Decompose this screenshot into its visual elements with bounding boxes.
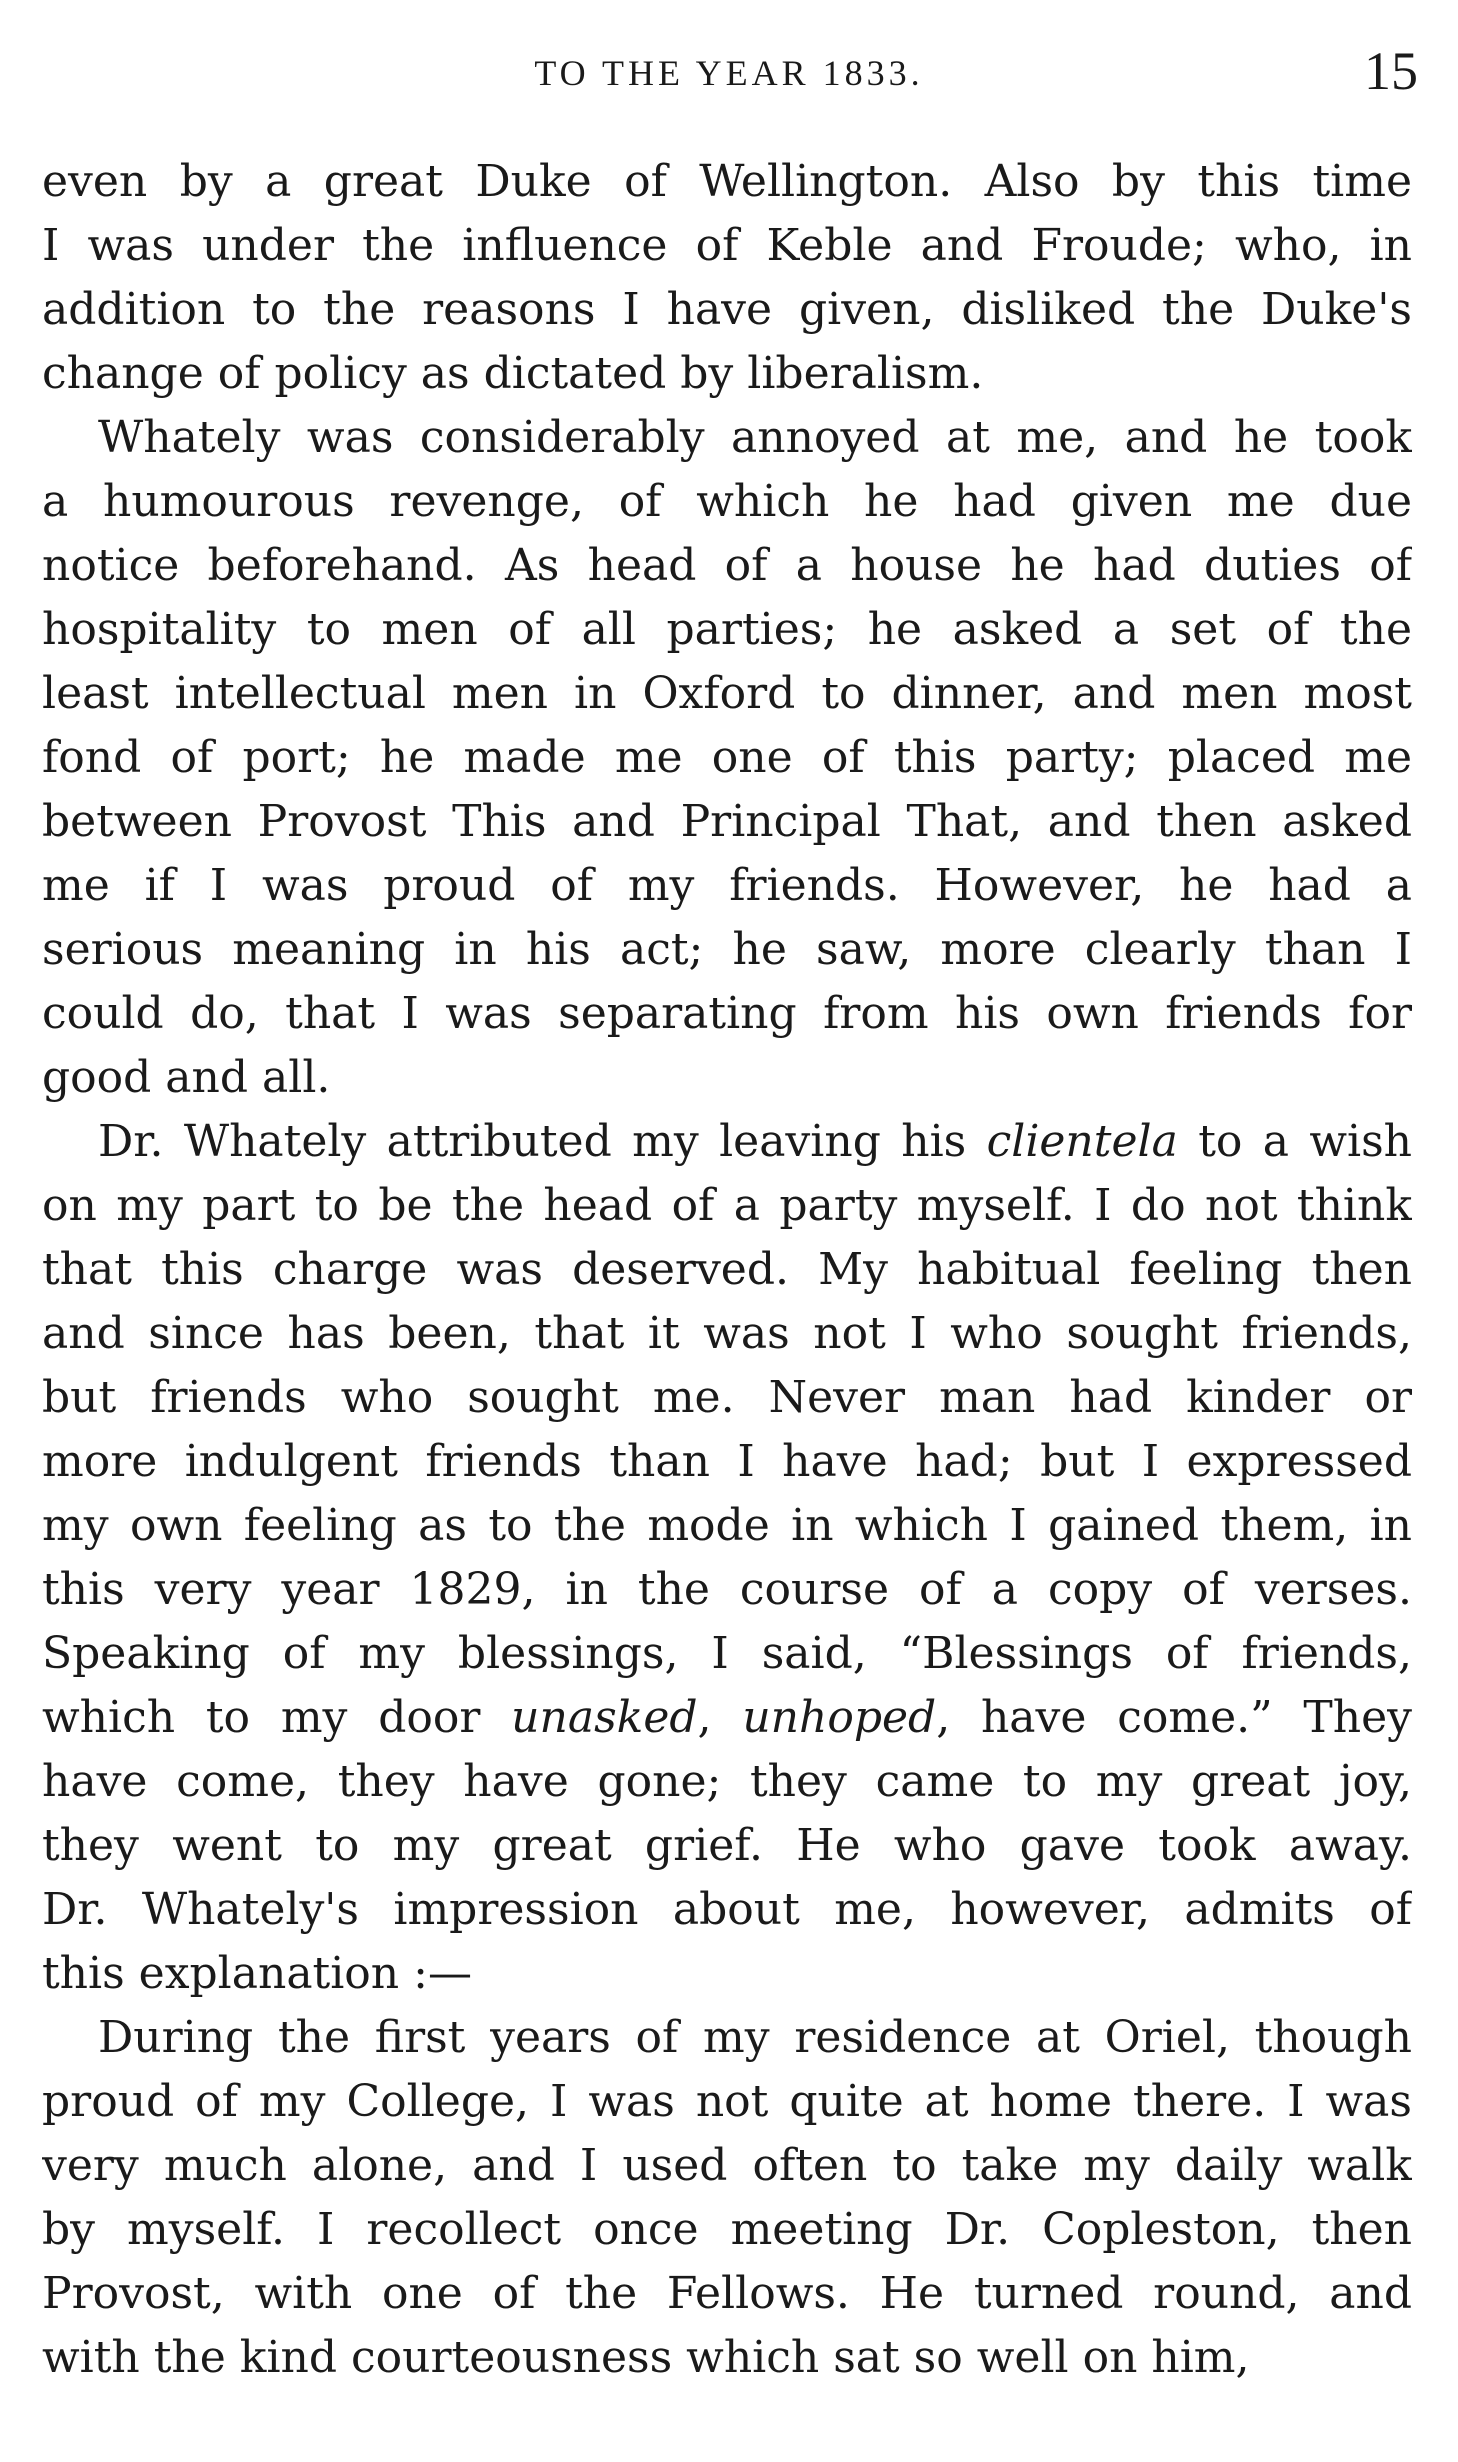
- text-segment: fond of port; he made me one of this party; placed me: [42, 732, 1412, 783]
- text-line: [42, 1046, 1412, 1110]
- text-line: [42, 1750, 1412, 1814]
- text-line: [42, 1814, 1412, 1878]
- text-line: [42, 342, 1412, 406]
- text-line: [42, 598, 1412, 662]
- text-line: [42, 2070, 1412, 2134]
- text-segment: serious meaning in his act; he saw, more clearly than I: [42, 924, 1412, 975]
- page-header: [40, 40, 1418, 120]
- text-segment: that this charge was deserved. My habitual feeling then: [42, 1244, 1412, 1295]
- text-segment: on my part to be the head of a party myself. I do not think: [42, 1180, 1412, 1231]
- text-segment: Whately was considerably annoyed at me, and he took: [98, 412, 1412, 463]
- page-number: 15: [1364, 41, 1418, 101]
- text-line: [42, 1238, 1412, 1302]
- text-segment: with the kind courteousness which sat so well on him,: [42, 2332, 1250, 2383]
- text-line: [42, 470, 1412, 534]
- text-line: [42, 1686, 1412, 1750]
- text-line: [42, 278, 1412, 342]
- text-segment: my own feeling as to the mode in which I gained them, in: [42, 1500, 1412, 1551]
- text-segment: me if I was proud of my friends. However, he had a: [42, 860, 1412, 911]
- text-segment: Dr. Whately attributed my leaving his: [98, 1116, 987, 1167]
- text-segment: , have come.” They: [936, 1692, 1412, 1743]
- text-segment: this very year 1829, in the course of a copy of verses.: [42, 1564, 1412, 1615]
- text-segment: Speaking of my blessings, I said, “Blessings of friends,: [42, 1628, 1412, 1679]
- text-line: [42, 1878, 1412, 1942]
- text-line: [42, 406, 1412, 470]
- text-line: [42, 150, 1412, 214]
- text-line: [42, 1366, 1412, 1430]
- text-line: [42, 534, 1412, 598]
- text-segment: proud of my College, I was not quite at home there. I was: [42, 2076, 1412, 2127]
- text-line: [42, 918, 1412, 982]
- text-segment: I was under the influence of Keble and Froude; who, in: [42, 220, 1412, 271]
- text-line: [42, 790, 1412, 854]
- text-line: [42, 1942, 1412, 2006]
- text-segment: to a wish: [1177, 1116, 1412, 1167]
- italic-phrase: clientela: [986, 1116, 1178, 1167]
- text-line: [42, 854, 1412, 918]
- text-segment: Dr. Whately's impression about me, however, admits of: [42, 1884, 1412, 1935]
- text-segment: good and all.: [42, 1052, 331, 1103]
- text-line: [42, 662, 1412, 726]
- text-line: [42, 2134, 1412, 2198]
- text-line: [42, 1494, 1412, 1558]
- text-segment: ,: [697, 1692, 743, 1743]
- text-line: [42, 1302, 1412, 1366]
- text-line: [42, 1430, 1412, 1494]
- text-line: [42, 726, 1412, 790]
- text-segment: but friends who sought me. Never man had kinder or: [42, 1372, 1412, 1423]
- italic-phrase: unhoped: [742, 1692, 937, 1743]
- text-line: [42, 2262, 1412, 2326]
- text-segment: they went to my great grief. He who gave took away.: [42, 1820, 1412, 1871]
- text-segment: by myself. I recollect once meeting Dr. Copleston, then: [42, 2204, 1412, 2255]
- text-segment: which to my door: [42, 1692, 512, 1743]
- text-line: [42, 2198, 1412, 2262]
- text-line: [42, 1558, 1412, 1622]
- text-segment: change of policy as dictated by liberalism.: [42, 348, 984, 399]
- text-segment: notice beforehand. As head of a house he had duties of: [42, 540, 1412, 591]
- text-line: [42, 1110, 1412, 1174]
- text-segment: even by a great Duke of Wellington. Also by this time: [42, 156, 1412, 207]
- running-head: TO THE YEAR 1833.: [534, 53, 924, 93]
- text-segment: addition to the reasons I have given, disliked the Duke's: [42, 284, 1412, 335]
- text-line: [42, 1174, 1412, 1238]
- text-segment: and since has been, that it was not I who sought friends,: [42, 1308, 1412, 1359]
- text-line: [42, 214, 1412, 278]
- text-segment: Provost, with one of the Fellows. He turned round, and: [42, 2268, 1412, 2319]
- text-line: [42, 982, 1412, 1046]
- text-segment: hospitality to men of all parties; he asked a set of the: [42, 604, 1412, 655]
- italic-phrase: unasked: [511, 1692, 698, 1743]
- text-segment: could do, that I was separating from his own friends for: [42, 988, 1412, 1039]
- text-line: [42, 1622, 1412, 1686]
- text-line: [42, 2326, 1412, 2390]
- text-segment: least intellectual men in Oxford to dinner, and men most: [42, 668, 1412, 719]
- text-line: [42, 2006, 1412, 2070]
- text-segment: have come, they have gone; they came to my great joy,: [42, 1756, 1412, 1807]
- text-segment: a humourous revenge, of which he had given me due: [42, 476, 1412, 527]
- text-segment: During the first years of my residence at Oriel, though: [98, 2012, 1412, 2063]
- text-segment: this explanation :—: [42, 1948, 472, 1999]
- text-segment: more indulgent friends than I have had; but I expressed: [42, 1436, 1412, 1487]
- text-segment: between Provost This and Principal That, and then asked: [42, 796, 1412, 847]
- text-segment: very much alone, and I used often to take my daily walk: [42, 2140, 1412, 2191]
- body-text: [42, 150, 1412, 2390]
